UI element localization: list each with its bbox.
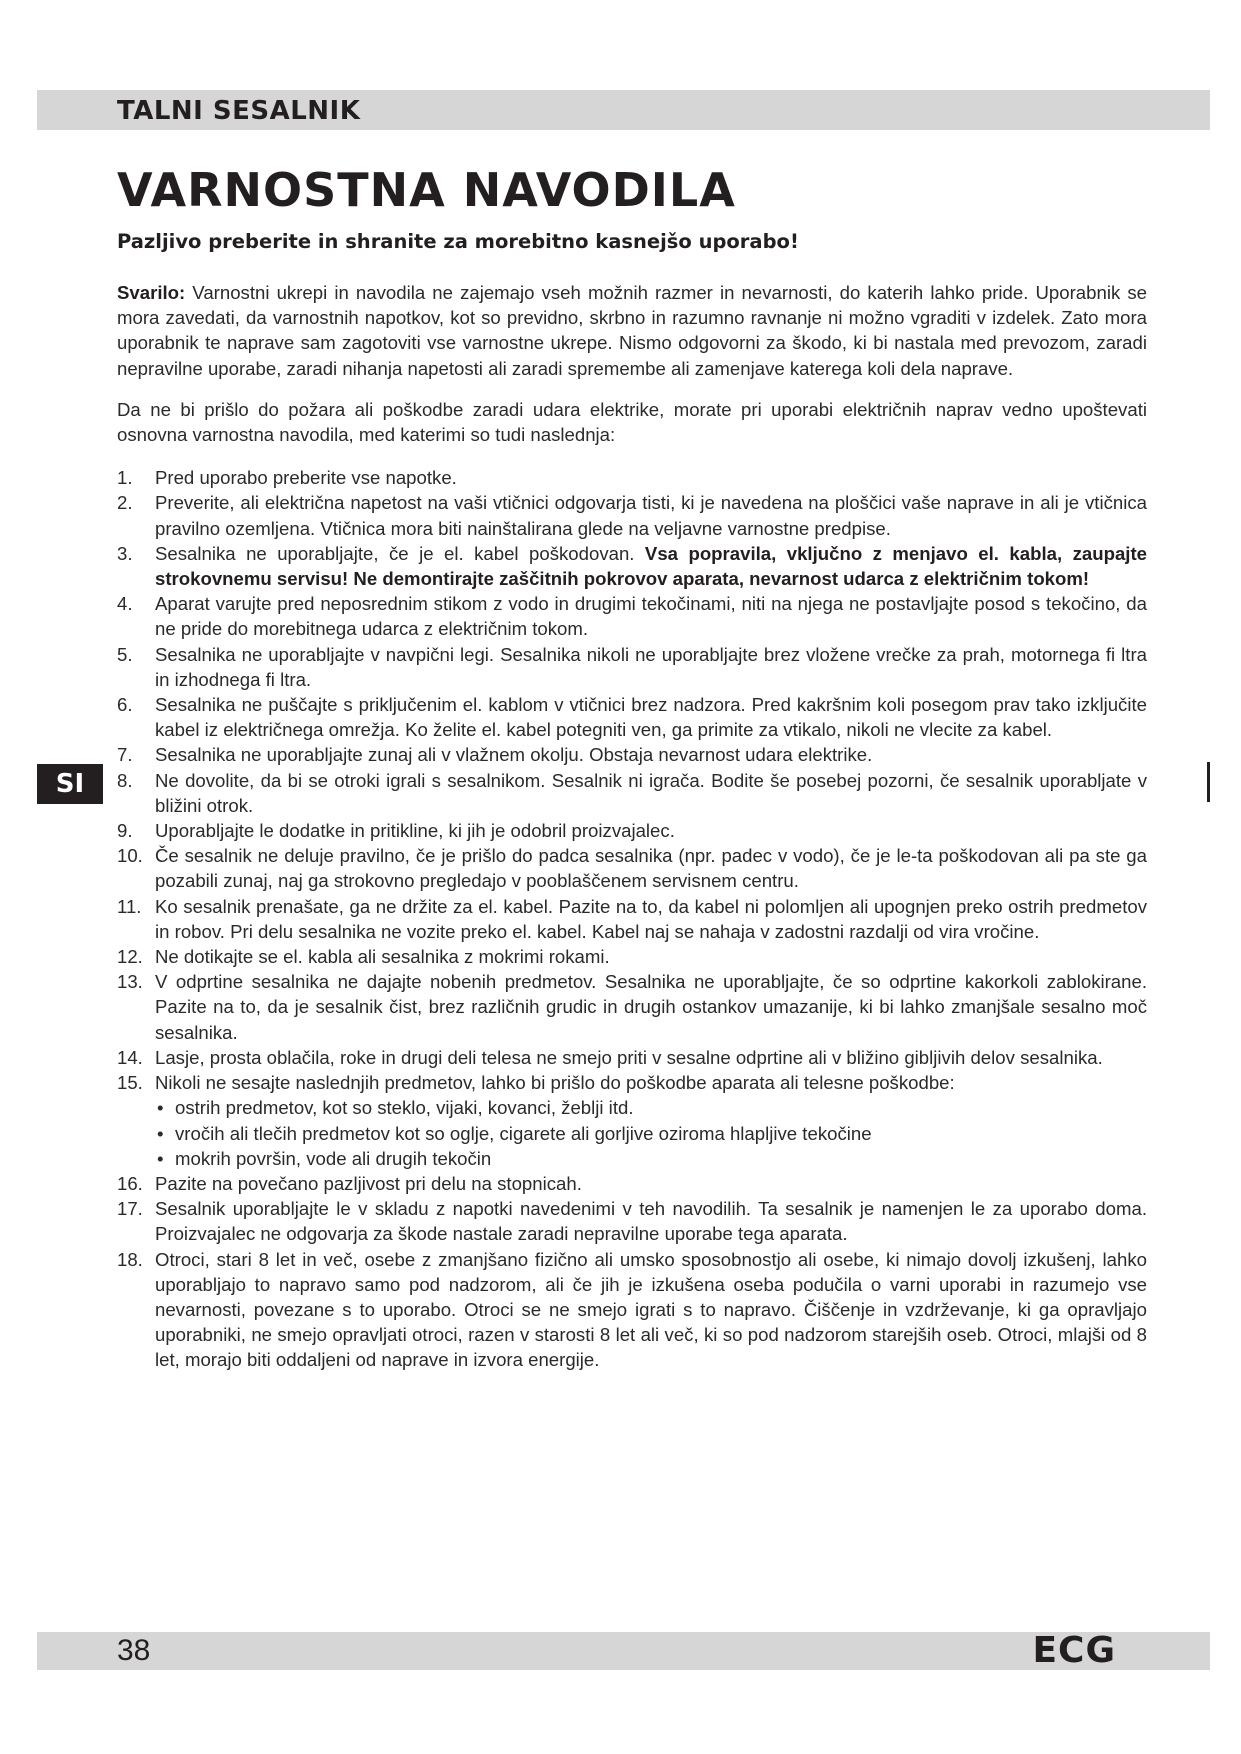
list-item-text: Aparat varujte pred neposrednim stikom z vodo in drugimi tekočinami, niti na njega ne postavljajte posod s tekočino, da ne pride do morebitnega udarca z električnim tokom. xyxy=(155,593,1147,640)
page-title: VARNOSTNA NAVODILA xyxy=(117,163,736,217)
header-bar xyxy=(37,90,1210,130)
list-item xyxy=(117,1045,1147,1070)
list-item xyxy=(117,490,1147,540)
list-item-number: 10. xyxy=(117,845,143,867)
list-item xyxy=(117,768,1147,818)
page-subtitle: Pazljivo preberite in shranite za morebitno kasnejšo uporabo! xyxy=(117,230,799,253)
content xyxy=(117,280,1147,1373)
list-item-text: V odprtine sesalnika ne dajajte nobenih predmetov. Sesalnika ne uporabljajte, če so odprtine kakorkoli zablokirane. Pazite na to, da je sesalnik čist, brez različnih grudic in drugih ostankov umazanije, ki bi lahko zmanjšale sesalno moč sesalnika. xyxy=(155,971,1147,1043)
list-item-number: 11. xyxy=(117,895,142,917)
list-item-text: Preverite, ali električna napetost na vaši vtičnici odgovarja tisti, ki je navedena na ploščici vaše naprave in ali je vtičnica pravilno ozemljena. Vtičnica mora biti nainštalirana glede na veljavne varnostne predpise. xyxy=(155,492,1147,539)
list-item-number: 16. xyxy=(117,1172,143,1194)
list-item xyxy=(117,818,1147,843)
list-item xyxy=(117,1196,1147,1246)
list-item-number: 9. xyxy=(117,820,133,842)
list-item-number: 8. xyxy=(117,769,133,791)
bullet-text: mokrih površin, vode ali drugih tekočin xyxy=(175,1147,492,1169)
bullet-list xyxy=(155,1095,1147,1171)
bullet-item xyxy=(157,1146,1147,1171)
list-item-number: 7. xyxy=(117,744,133,766)
list-item-text: Pazite na povečano pazljivost pri delu na stopnicah. xyxy=(155,1172,582,1194)
list-item-number: 6. xyxy=(117,694,133,716)
list-item-text: Ne dovolite, da bi se otroki igrali s sesalnikom. Sesalnik ni igrača. Bodite še posebej pozorni, če sesalnik uporabljate v bližini otrok. xyxy=(155,769,1147,816)
section-title: TALNI SESALNIK xyxy=(117,96,361,126)
list-item-number: 15. xyxy=(117,1072,143,1094)
warning-label: Svarilo: xyxy=(117,282,186,303)
bullet-dot-icon: • xyxy=(157,1122,164,1144)
list-item xyxy=(117,894,1147,944)
list-item-text: Sesalnika ne uporabljajte zunaj ali v vlažnem okolju. Obstaja nevarnost udara elektrike. xyxy=(155,744,873,766)
list-item xyxy=(117,969,1147,1045)
bullet-item xyxy=(157,1095,1147,1120)
warning-paragraph xyxy=(117,280,1147,381)
list-item-number: 17. xyxy=(117,1198,143,1220)
page-number: 38 xyxy=(117,1634,151,1667)
list-item-text: Če sesalnik ne deluje pravilno, če je prišlo do padca sesalnika (npr. padec v vodo), če je le-ta poškodovan ali pa ste ga pozabili zunaj, naj ga strokovno pregledajo v pooblaščenem servisnem centru. xyxy=(155,845,1147,892)
list-item-text: Ne dotikajte se el. kabla ali sesalnika z mokrimi rokami. xyxy=(155,946,610,968)
list-item xyxy=(117,944,1147,969)
list-item-text: Pred uporabo preberite vse napotke. xyxy=(155,467,457,489)
brand-logo: ECG xyxy=(1032,1630,1116,1671)
list-item-text: Ko sesalnik prenašate, ga ne držite za el. kabel. Pazite na to, da kabel ni polomljen ali upognjen preko ostrih predmetov in robov. Pri delu sesalnika ne vozite preko el. kabel. Kabel naj se nahaja v zadostni razdalji od vira vročine. xyxy=(155,895,1147,942)
bullet-text: vročih ali tlečih predmetov kot so oglje, cigarete ali gorljive oziroma hlapljive tekočine xyxy=(175,1122,872,1144)
list-item xyxy=(117,642,1147,692)
bullet-dot-icon: • xyxy=(157,1147,164,1169)
side-marker xyxy=(1207,762,1210,802)
list-item-text: Lasje, prosta oblačila, roke in drugi deli telesa ne smejo priti v sesalne odprtine ali v bližino gibljivih delov sesalnika. xyxy=(155,1046,1103,1068)
list-item xyxy=(117,541,1147,591)
list-item-text: Nikoli ne sesajte naslednjih predmetov, lahko bi prišlo do poškodbe aparata ali telesne poškodbe: xyxy=(155,1072,955,1094)
list-item-number: 1. xyxy=(117,467,133,489)
list-item-number: 5. xyxy=(117,643,133,665)
list-item xyxy=(117,843,1147,893)
list-item xyxy=(117,1247,1147,1373)
footer-bar xyxy=(37,1632,1210,1670)
list-item xyxy=(117,742,1147,767)
list-item xyxy=(117,465,1147,490)
list-item-text: Sesalnik uporabljajte le v skladu z napotki navedenimi v teh navodilih. Ta sesalnik je namenjen le za uporabo doma. Proizvajalec ne odgovarja za škode nastale zaradi nepravilne uporabe tega aparata. xyxy=(155,1198,1147,1245)
list-item-text: Sesalnika ne uporabljajte, če je el. kabel poškodovan. xyxy=(155,542,645,564)
list-item-number: 12. xyxy=(117,946,143,968)
bullet-item xyxy=(157,1121,1147,1146)
list-item xyxy=(117,1070,1147,1171)
list-item-number: 4. xyxy=(117,593,133,615)
bullet-dot-icon: • xyxy=(157,1097,164,1119)
list-item-number: 18. xyxy=(117,1248,143,1270)
safety-list xyxy=(117,465,1147,1372)
list-item-bold-note: Vsa popravila, vključno z menjavo el. kabla, zaupajte strokovnemu servisu! Ne demontirajte zaščitnih pokrovov aparata, nevarnost udarca z električnim tokom! xyxy=(155,542,1147,590)
bullet-text: ostrih predmetov, kot so steklo, vijaki, kovanci, žeblji itd. xyxy=(175,1097,634,1119)
intro-paragraph: Da ne bi prišlo do požara ali poškodbe zaradi udara elektrike, morate pri uporabi električnih naprav vedno upoštevati osnovna varnostna navodila, med katerimi so tudi naslednja: xyxy=(117,398,1147,446)
list-item-number: 13. xyxy=(117,971,143,993)
list-item-text: Sesalnika ne puščajte s priključenim el. kablom v vtičnici brez nadzora. Pred kakršnim koli posegom prav tako izključite kabel iz električnega omrežja. Ko želite el. kabel potegniti ven, ga primite za vtikalo, nikoli ne vlecite za kabel. xyxy=(155,694,1147,741)
list-item-number: 2. xyxy=(117,492,133,514)
language-tab: SI xyxy=(37,764,103,804)
list-item-text: Otroci, stari 8 let in več, osebe z zmanjšano fizično ali umsko sposobnostjo ali osebe, ki nimajo dovolj izkušenj, lahko uporabljajo to napravo samo pod nadzorom, ali če jih je izkušena oseba podučila o varni uporabi in razumejo vse nevarnosti, povezane s to uporabo. Otroci se ne smejo igrati s to napravo. Čiščenje in vzdrževanje, ki ga opravljajo uporabniki, ne smejo opravljati otroci, razen v starosti 8 let ali več, ki so pod nadzorom starejših oseb. Otroci, mlajši od 8 let, morajo biti oddaljeni od naprave in izvora energije. xyxy=(155,1248,1147,1371)
list-item xyxy=(117,1171,1147,1196)
list-item-text: Uporabljajte le dodatke in pritikline, ki jih je odobril proizvajalec. xyxy=(155,820,675,842)
list-item xyxy=(117,692,1147,742)
list-item-number: 14. xyxy=(117,1046,143,1068)
list-item-number: 3. xyxy=(117,542,133,564)
list-item-text: Sesalnika ne uporabljajte v navpični legi. Sesalnika nikoli ne uporabljajte brez vložene vrečke za prah, motornega fi ltra in izhodnega fi ltra. xyxy=(155,643,1147,690)
list-item xyxy=(117,591,1147,641)
warning-text: Varnostni ukrepi in navodila ne zajemajo vseh možnih razmer in nevarnosti, do katerih lahko pride. Uporabnik se mora zavedati, da varnostnih napotkov, kot so previdno, skrbno in razumno ravnanje ni možno vgraditi v izdelek. Zato mora uporabnik te naprave sam zagotoviti vse varnostne ukrepe. Nismo odgovorni za škodo, ki bi nastala med prevozom, zaradi nepravilne uporabe, zaradi nihanja napetosti ali zaradi spremembe ali zamenjave katerega koli dela naprave. xyxy=(117,282,1147,379)
